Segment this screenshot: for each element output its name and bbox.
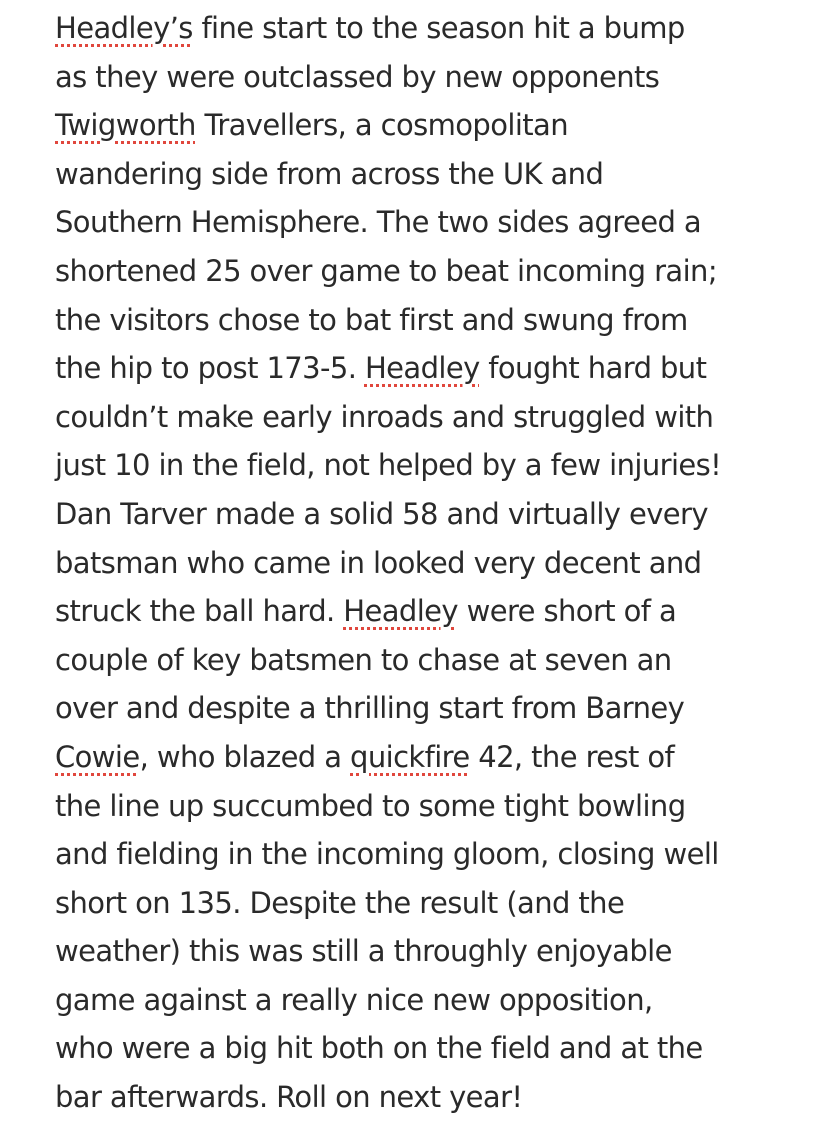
text-line xyxy=(55,247,815,296)
text-run: couldn’t make early inroads and struggled with xyxy=(55,399,714,434)
text-line xyxy=(55,441,815,490)
text-run: couple of key batsmen to chase at seven an xyxy=(55,642,672,677)
text-run: , who blazed a xyxy=(139,739,351,774)
text-run: fought hard but xyxy=(479,351,707,386)
text-line xyxy=(55,101,815,150)
text-run: just 10 in the field, not helped by a few injuries! xyxy=(55,448,722,483)
text-run: Dan Tarver made a solid 58 and virtually every xyxy=(55,496,708,531)
text-run: bar afterwards. Roll on next year! xyxy=(55,1080,523,1115)
text-run: weather) this was still a throughly enjoyable xyxy=(55,934,672,969)
text-run: who were a big hit both on the field and at the xyxy=(55,1031,703,1066)
text-line xyxy=(55,1073,815,1122)
text-run: the hip to post 173-5. xyxy=(55,351,365,386)
text-line xyxy=(55,4,815,53)
text-line xyxy=(55,976,815,1025)
text-line xyxy=(55,198,815,247)
text-run: shortened 25 over game to beat incoming rain; xyxy=(55,253,717,288)
text-line xyxy=(55,927,815,976)
text-line xyxy=(55,490,815,539)
text-run: Travellers, a cosmopolitan xyxy=(195,108,569,143)
text-run: as they were outclassed by new opponents xyxy=(55,59,660,94)
text-line xyxy=(55,1024,815,1073)
text-line xyxy=(55,830,815,879)
misspelled-word[interactable]: Twigworth xyxy=(55,108,196,143)
text-run: 42, the rest of xyxy=(469,739,675,774)
text-line xyxy=(55,393,815,442)
text-line xyxy=(55,150,815,199)
text-line xyxy=(55,344,815,393)
text-run: short on 135. Despite the result (and the xyxy=(55,885,625,920)
text-run: batsman who came in looked very decent and xyxy=(55,545,702,580)
text-line xyxy=(55,53,815,102)
misspelled-word[interactable]: Headley’s xyxy=(55,11,193,45)
text-run: wandering side from across the UK and xyxy=(55,156,604,191)
text-run: the line up succumbed to some tight bowling xyxy=(55,788,686,823)
text-run: struck the ball hard. xyxy=(55,594,344,629)
text-line xyxy=(55,684,815,733)
text-run: and fielding in the incoming gloom, closing well xyxy=(55,837,719,872)
text-line xyxy=(55,539,815,588)
misspelled-word[interactable]: Headley xyxy=(343,594,458,629)
text-line xyxy=(55,782,815,831)
match-report-text[interactable] xyxy=(55,4,815,1122)
text-run: over and despite a thrilling start from Barney xyxy=(55,691,685,726)
text-run: game against a really nice new opposition, xyxy=(55,982,653,1017)
text-run: fine start to the season hit a bump xyxy=(192,11,685,45)
text-line xyxy=(55,879,815,928)
text-line xyxy=(55,636,815,685)
misspelled-word[interactable]: Headley xyxy=(364,351,480,386)
misspelled-word[interactable]: Cowie xyxy=(55,739,140,774)
misspelled-word[interactable]: quickfire xyxy=(350,739,470,774)
text-run: were short of a xyxy=(457,594,677,629)
text-run: Southern Hemisphere. The two sides agreed a xyxy=(55,205,702,240)
text-run: the visitors chose to bat first and swung from xyxy=(55,302,688,337)
text-line xyxy=(55,296,815,345)
text-line xyxy=(55,587,815,636)
text-line xyxy=(55,733,815,782)
